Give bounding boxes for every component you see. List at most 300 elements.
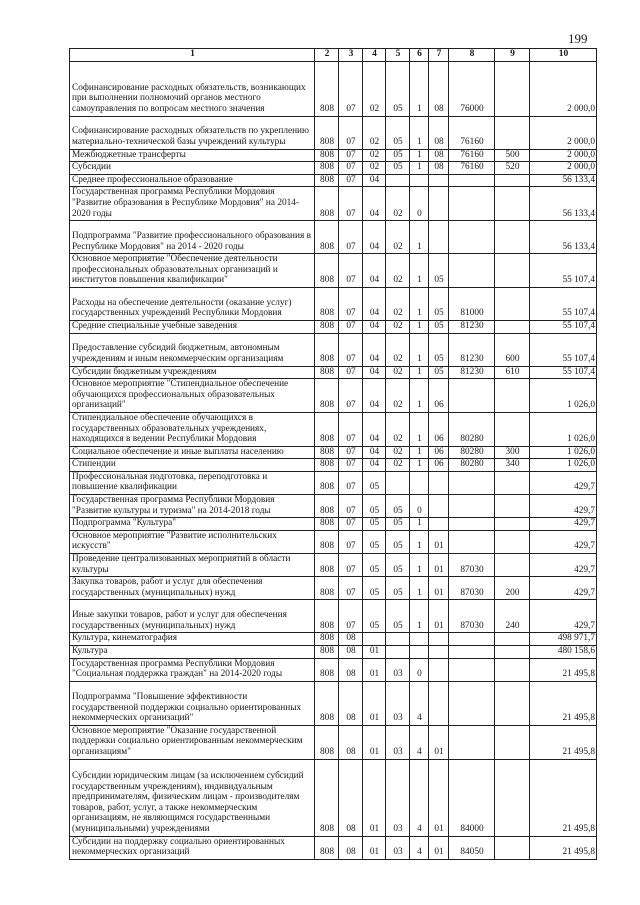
direction-code-cell: 76160 xyxy=(449,116,495,149)
activity-code-cell: 05 xyxy=(429,366,449,379)
amount-cell: 2 000,0 xyxy=(530,162,597,175)
amount-cell: 2 000,0 xyxy=(530,149,597,162)
page-number: 199 xyxy=(568,31,588,46)
expense-type-cell xyxy=(495,681,530,725)
table-row xyxy=(70,320,597,333)
subsection-code-cell: 05 xyxy=(363,471,386,494)
program-code-cell: 02 xyxy=(386,446,410,459)
subprogram-code-cell: 1 xyxy=(410,459,429,472)
table-row xyxy=(70,836,597,859)
subsection-code-cell: 01 xyxy=(363,658,386,681)
activity-code-cell: 05 xyxy=(429,333,449,366)
row-name-cell: Подпрограмма "Повышение эффективности государственной поддержки социально ориентированных некоммерческих организаций" xyxy=(70,681,315,725)
subprogram-code-cell: 4 xyxy=(410,836,429,859)
activity-code-cell xyxy=(429,518,449,531)
table-header-row xyxy=(70,49,597,62)
row-name-cell: Социальное обеспечение и иные выплаты населению xyxy=(70,446,315,459)
chapter-code-cell: 808 xyxy=(315,320,339,333)
table-row xyxy=(70,412,597,446)
expense-type-cell xyxy=(495,725,530,759)
budget-table xyxy=(69,48,597,860)
program-code-cell: 03 xyxy=(386,658,410,681)
expense-type-cell: 340 xyxy=(495,459,530,472)
expense-type-cell xyxy=(495,287,530,320)
direction-code-cell: 81230 xyxy=(449,366,495,379)
subsection-code-cell: 02 xyxy=(363,162,386,175)
program-code-cell: 05 xyxy=(386,518,410,531)
program-code-cell: 03 xyxy=(386,759,410,836)
row-name-cell: Субсидии бюджетным учреждениям xyxy=(70,366,315,379)
expense-type-cell xyxy=(495,759,530,836)
table-row xyxy=(70,646,597,659)
table-row xyxy=(70,187,597,221)
subprogram-code-cell: 1 xyxy=(410,530,429,553)
row-name-cell: Культура, кинематография xyxy=(70,633,315,646)
chapter-code-cell: 808 xyxy=(315,149,339,162)
direction-code-cell xyxy=(449,379,495,413)
row-name-cell: Стипендиальное обеспечение обучающихся в государственных образовательных учреждениях, находящихся в ведении Республики Мордовия xyxy=(70,412,315,446)
chapter-code-cell: 808 xyxy=(315,221,339,254)
activity-code-cell: 08 xyxy=(429,116,449,149)
subsection-code-cell: 04 xyxy=(363,287,386,320)
amount-cell: 55 107,4 xyxy=(530,366,597,379)
program-code-cell: 03 xyxy=(386,681,410,725)
subsection-code-cell: 04 xyxy=(363,174,386,187)
row-name-cell: Основное мероприятие "Развитие исполнительских искусств" xyxy=(70,530,315,553)
section-code-cell: 08 xyxy=(339,646,363,659)
table-row xyxy=(70,61,597,116)
row-name-cell: Расходы на обеспечение деятельности (оказание услуг) государственных учреждений Республики Мордовия xyxy=(70,287,315,320)
chapter-code-cell: 808 xyxy=(315,725,339,759)
expense-type-cell xyxy=(495,633,530,646)
header-cell: 6 xyxy=(410,49,429,62)
subsection-code-cell: 05 xyxy=(363,495,386,518)
activity-code-cell: 01 xyxy=(429,577,449,600)
table-row xyxy=(70,379,597,413)
subprogram-code-cell: 1 xyxy=(410,221,429,254)
amount-cell: 498 971,7 xyxy=(530,633,597,646)
program-code-cell xyxy=(386,646,410,659)
direction-code-cell: 81000 xyxy=(449,287,495,320)
amount-cell: 429,7 xyxy=(530,518,597,531)
row-name-cell: Межбюджетные трансферты xyxy=(70,149,315,162)
direction-code-cell xyxy=(449,530,495,553)
expense-type-cell xyxy=(495,116,530,149)
program-code-cell: 05 xyxy=(386,162,410,175)
subprogram-code-cell: 1 xyxy=(410,116,429,149)
direction-code-cell: 76000 xyxy=(449,61,495,116)
program-code-cell: 02 xyxy=(386,412,410,446)
section-code-cell: 07 xyxy=(339,459,363,472)
table-row xyxy=(70,518,597,531)
program-code-cell: 05 xyxy=(386,495,410,518)
header-cell: 10 xyxy=(530,49,597,62)
section-code-cell: 07 xyxy=(339,61,363,116)
table-row xyxy=(70,530,597,553)
expense-type-cell xyxy=(495,658,530,681)
direction-code-cell xyxy=(449,633,495,646)
direction-code-cell: 81230 xyxy=(449,320,495,333)
chapter-code-cell: 808 xyxy=(315,459,339,472)
chapter-code-cell: 808 xyxy=(315,174,339,187)
chapter-code-cell: 808 xyxy=(315,633,339,646)
expense-type-cell: 520 xyxy=(495,162,530,175)
chapter-code-cell: 808 xyxy=(315,366,339,379)
subprogram-code-cell: 0 xyxy=(410,495,429,518)
expense-type-cell xyxy=(495,836,530,859)
direction-code-cell xyxy=(449,725,495,759)
activity-code-cell: 01 xyxy=(429,554,449,577)
activity-code-cell: 05 xyxy=(429,320,449,333)
activity-code-cell xyxy=(429,658,449,681)
table-row xyxy=(70,725,597,759)
section-code-cell: 07 xyxy=(339,187,363,221)
table-row xyxy=(70,759,597,836)
expense-type-cell xyxy=(495,495,530,518)
expense-type-cell: 300 xyxy=(495,446,530,459)
program-code-cell: 02 xyxy=(386,287,410,320)
program-code-cell: 05 xyxy=(386,554,410,577)
row-name-cell: Профессиональная подготовка, переподготовка и повышение квалификации xyxy=(70,471,315,494)
row-name-cell: Основное мероприятие "Оказание государственной поддержки социально ориентированным некоммерческим организациям" xyxy=(70,725,315,759)
subsection-code-cell: 05 xyxy=(363,554,386,577)
amount-cell: 56 133,4 xyxy=(530,174,597,187)
subprogram-code-cell: 1 xyxy=(410,333,429,366)
expense-type-cell xyxy=(495,412,530,446)
row-name-cell: Государственная программа Республики Мордовия "Развитие образования в Республике Мордовия" на 2014-2020 годы xyxy=(70,187,315,221)
row-name-cell: Среднее профессиональное образование xyxy=(70,174,315,187)
subsection-code-cell xyxy=(363,633,386,646)
expense-type-cell xyxy=(495,254,530,288)
row-name-cell: Предоставление субсидий бюджетным, автономным учреждениям и иным некоммерческим организациям xyxy=(70,333,315,366)
row-name-cell: Иные закупки товаров, работ и услуг для обеспечения государственных (муниципальных) нужд xyxy=(70,600,315,633)
amount-cell: 429,7 xyxy=(530,530,597,553)
row-name-cell: Софинансирование расходных обязательств по укреплению материально-технической базы учреждений культуры xyxy=(70,116,315,149)
subsection-code-cell: 01 xyxy=(363,836,386,859)
subsection-code-cell: 04 xyxy=(363,187,386,221)
activity-code-cell xyxy=(429,681,449,725)
program-code-cell: 05 xyxy=(386,600,410,633)
row-name-cell: Субсидии xyxy=(70,162,315,175)
amount-cell: 55 107,4 xyxy=(530,287,597,320)
amount-cell: 429,7 xyxy=(530,495,597,518)
amount-cell: 56 133,4 xyxy=(530,187,597,221)
section-code-cell: 07 xyxy=(339,221,363,254)
expense-type-cell xyxy=(495,187,530,221)
activity-code-cell: 05 xyxy=(429,287,449,320)
row-name-cell: Подпрограмма "Культура" xyxy=(70,518,315,531)
amount-cell: 55 107,4 xyxy=(530,320,597,333)
table-row xyxy=(70,633,597,646)
program-code-cell: 02 xyxy=(386,379,410,413)
activity-code-cell: 01 xyxy=(429,759,449,836)
program-code-cell xyxy=(386,471,410,494)
subsection-code-cell: 04 xyxy=(363,320,386,333)
subsection-code-cell: 01 xyxy=(363,681,386,725)
subprogram-code-cell: 1 xyxy=(410,61,429,116)
row-name-cell: Проведение централизованных мероприятий в области культуры xyxy=(70,554,315,577)
subprogram-code-cell: 4 xyxy=(410,681,429,725)
direction-code-cell xyxy=(449,681,495,725)
chapter-code-cell: 808 xyxy=(315,759,339,836)
subsection-code-cell: 04 xyxy=(363,412,386,446)
activity-code-cell xyxy=(429,187,449,221)
chapter-code-cell: 808 xyxy=(315,600,339,633)
activity-code-cell: 01 xyxy=(429,836,449,859)
subprogram-code-cell xyxy=(410,646,429,659)
chapter-code-cell: 808 xyxy=(315,658,339,681)
program-code-cell: 02 xyxy=(386,459,410,472)
direction-code-cell: 76160 xyxy=(449,162,495,175)
table-row xyxy=(70,174,597,187)
section-code-cell: 07 xyxy=(339,518,363,531)
table-row xyxy=(70,681,597,725)
table-row xyxy=(70,471,597,494)
subprogram-code-cell xyxy=(410,633,429,646)
subprogram-code-cell: 0 xyxy=(410,187,429,221)
section-code-cell: 08 xyxy=(339,836,363,859)
expense-type-cell xyxy=(495,530,530,553)
section-code-cell: 07 xyxy=(339,162,363,175)
table-row xyxy=(70,221,597,254)
subprogram-code-cell xyxy=(410,174,429,187)
amount-cell: 480 158,6 xyxy=(530,646,597,659)
section-code-cell: 07 xyxy=(339,554,363,577)
subsection-code-cell: 01 xyxy=(363,725,386,759)
direction-code-cell xyxy=(449,254,495,288)
row-name-cell: Государственная программа Республики Мордовия "Развитие культуры и туризма" на 2014-2018 годы xyxy=(70,495,315,518)
table-row xyxy=(70,577,597,600)
chapter-code-cell: 808 xyxy=(315,495,339,518)
amount-cell: 429,7 xyxy=(530,600,597,633)
subprogram-code-cell: 4 xyxy=(410,759,429,836)
subsection-code-cell: 02 xyxy=(363,61,386,116)
expense-type-cell xyxy=(495,646,530,659)
direction-code-cell xyxy=(449,221,495,254)
chapter-code-cell: 808 xyxy=(315,61,339,116)
table-row xyxy=(70,162,597,175)
expense-type-cell: 500 xyxy=(495,149,530,162)
direction-code-cell xyxy=(449,658,495,681)
program-code-cell xyxy=(386,174,410,187)
subsection-code-cell: 01 xyxy=(363,646,386,659)
section-code-cell: 07 xyxy=(339,174,363,187)
chapter-code-cell: 808 xyxy=(315,446,339,459)
section-code-cell: 07 xyxy=(339,530,363,553)
program-code-cell: 03 xyxy=(386,836,410,859)
subprogram-code-cell: 1 xyxy=(410,287,429,320)
subprogram-code-cell: 1 xyxy=(410,518,429,531)
activity-code-cell: 08 xyxy=(429,149,449,162)
section-code-cell: 07 xyxy=(339,366,363,379)
chapter-code-cell: 808 xyxy=(315,412,339,446)
subprogram-code-cell: 1 xyxy=(410,412,429,446)
activity-code-cell: 06 xyxy=(429,446,449,459)
activity-code-cell: 06 xyxy=(429,379,449,413)
program-code-cell: 05 xyxy=(386,577,410,600)
header-cell: 7 xyxy=(429,49,449,62)
expense-type-cell xyxy=(495,518,530,531)
amount-cell: 21 495,8 xyxy=(530,681,597,725)
chapter-code-cell: 808 xyxy=(315,518,339,531)
table-row xyxy=(70,287,597,320)
program-code-cell: 05 xyxy=(386,116,410,149)
header-cell: 5 xyxy=(386,49,410,62)
section-code-cell: 08 xyxy=(339,633,363,646)
direction-code-cell: 87030 xyxy=(449,600,495,633)
subprogram-code-cell: 0 xyxy=(410,658,429,681)
subsection-code-cell: 05 xyxy=(363,530,386,553)
row-name-cell: Софинансирование расходных обязательств, возникающих при выполнении полномочий органов местного самоуправления по вопросам местного значения xyxy=(70,61,315,116)
subprogram-code-cell: 1 xyxy=(410,366,429,379)
program-code-cell: 05 xyxy=(386,149,410,162)
table-row xyxy=(70,116,597,149)
subprogram-code-cell: 1 xyxy=(410,254,429,288)
row-name-cell: Культура xyxy=(70,646,315,659)
activity-code-cell: 01 xyxy=(429,530,449,553)
chapter-code-cell: 808 xyxy=(315,530,339,553)
activity-code-cell: 06 xyxy=(429,459,449,472)
program-code-cell: 02 xyxy=(386,221,410,254)
activity-code-cell: 05 xyxy=(429,254,449,288)
program-code-cell: 02 xyxy=(386,187,410,221)
subprogram-code-cell: 1 xyxy=(410,149,429,162)
program-code-cell: 02 xyxy=(386,333,410,366)
chapter-code-cell: 808 xyxy=(315,162,339,175)
expense-type-cell xyxy=(495,471,530,494)
direction-code-cell xyxy=(449,187,495,221)
program-code-cell: 02 xyxy=(386,366,410,379)
section-code-cell: 07 xyxy=(339,116,363,149)
section-code-cell: 08 xyxy=(339,681,363,725)
subprogram-code-cell: 1 xyxy=(410,162,429,175)
section-code-cell: 07 xyxy=(339,333,363,366)
header-cell: 1 xyxy=(70,49,315,62)
activity-code-cell xyxy=(429,471,449,494)
direction-code-cell: 84050 xyxy=(449,836,495,859)
amount-cell: 2 000,0 xyxy=(530,61,597,116)
direction-code-cell: 84000 xyxy=(449,759,495,836)
section-code-cell: 07 xyxy=(339,149,363,162)
table-row xyxy=(70,554,597,577)
section-code-cell: 08 xyxy=(339,658,363,681)
amount-cell: 55 107,4 xyxy=(530,254,597,288)
section-code-cell: 07 xyxy=(339,446,363,459)
subsection-code-cell: 01 xyxy=(363,759,386,836)
table-row xyxy=(70,366,597,379)
row-name-cell: Основное мероприятие "Обеспечение деятельности профессиональных образовательных организаций и институтов повышения квалификации" xyxy=(70,254,315,288)
header-cell: 9 xyxy=(495,49,530,62)
amount-cell: 429,7 xyxy=(530,471,597,494)
expense-type-cell xyxy=(495,221,530,254)
expense-type-cell: 240 xyxy=(495,600,530,633)
chapter-code-cell: 808 xyxy=(315,554,339,577)
amount-cell: 1 026,0 xyxy=(530,446,597,459)
amount-cell: 56 133,4 xyxy=(530,221,597,254)
table-row xyxy=(70,149,597,162)
chapter-code-cell: 808 xyxy=(315,333,339,366)
amount-cell: 21 495,8 xyxy=(530,836,597,859)
row-name-cell: Субсидии на поддержку социально ориентированных некоммерческих организаций xyxy=(70,836,315,859)
direction-code-cell: 80280 xyxy=(449,412,495,446)
subsection-code-cell: 05 xyxy=(363,518,386,531)
row-name-cell: Подпрограмма "Развитие профессионального образования в Республике Мордовия" на 2014 - 2020 годы xyxy=(70,221,315,254)
section-code-cell: 07 xyxy=(339,287,363,320)
chapter-code-cell: 808 xyxy=(315,577,339,600)
subprogram-code-cell: 1 xyxy=(410,577,429,600)
direction-code-cell xyxy=(449,495,495,518)
amount-cell: 2 000,0 xyxy=(530,116,597,149)
amount-cell: 429,7 xyxy=(530,577,597,600)
table-row xyxy=(70,658,597,681)
section-code-cell: 07 xyxy=(339,379,363,413)
activity-code-cell xyxy=(429,633,449,646)
chapter-code-cell: 808 xyxy=(315,836,339,859)
row-name-cell: Закупка товаров, работ и услуг для обеспечения государственных (муниципальных) нужд xyxy=(70,577,315,600)
direction-code-cell: 76160 xyxy=(449,149,495,162)
chapter-code-cell: 808 xyxy=(315,681,339,725)
chapter-code-cell: 808 xyxy=(315,646,339,659)
section-code-cell: 07 xyxy=(339,412,363,446)
section-code-cell: 08 xyxy=(339,725,363,759)
header-cell: 3 xyxy=(339,49,363,62)
subsection-code-cell: 04 xyxy=(363,446,386,459)
subprogram-code-cell: 4 xyxy=(410,725,429,759)
section-code-cell: 07 xyxy=(339,254,363,288)
activity-code-cell: 01 xyxy=(429,725,449,759)
direction-code-cell xyxy=(449,518,495,531)
subsection-code-cell: 04 xyxy=(363,221,386,254)
header-cell: 4 xyxy=(363,49,386,62)
table-row xyxy=(70,446,597,459)
amount-cell: 1 026,0 xyxy=(530,412,597,446)
table-row xyxy=(70,254,597,288)
expense-type-cell xyxy=(495,379,530,413)
activity-code-cell xyxy=(429,495,449,518)
expense-type-cell xyxy=(495,554,530,577)
subprogram-code-cell: 1 xyxy=(410,446,429,459)
amount-cell: 55 107,4 xyxy=(530,333,597,366)
chapter-code-cell: 808 xyxy=(315,116,339,149)
subsection-code-cell: 02 xyxy=(363,149,386,162)
section-code-cell: 07 xyxy=(339,600,363,633)
table-row xyxy=(70,459,597,472)
subsection-code-cell: 02 xyxy=(363,116,386,149)
chapter-code-cell: 808 xyxy=(315,254,339,288)
direction-code-cell: 81230 xyxy=(449,333,495,366)
activity-code-cell xyxy=(429,646,449,659)
activity-code-cell: 08 xyxy=(429,162,449,175)
activity-code-cell xyxy=(429,221,449,254)
row-name-cell: Основное мероприятие "Стипендиальное обеспечение обучающихся профессиональных образовательных организаций" xyxy=(70,379,315,413)
activity-code-cell: 08 xyxy=(429,61,449,116)
subsection-code-cell: 04 xyxy=(363,379,386,413)
row-name-cell: Средние специальные учебные заведения xyxy=(70,320,315,333)
row-name-cell: Субсидии юридическим лицам (за исключением субсидий государственным учреждениям), индивидуальным предпринимателям, физическим лицам - производителям товаров, работ, услуг, а также некоммерческим организациям, не являющимся государственными (муниципальными) учреждениями xyxy=(70,759,315,836)
subsection-code-cell: 05 xyxy=(363,577,386,600)
direction-code-cell xyxy=(449,174,495,187)
activity-code-cell: 01 xyxy=(429,600,449,633)
section-code-cell: 07 xyxy=(339,471,363,494)
row-name-cell: Государственная программа Республики Мордовия "Социальная поддержка граждан" на 2014-2020 годы xyxy=(70,658,315,681)
section-code-cell: 07 xyxy=(339,577,363,600)
section-code-cell: 07 xyxy=(339,495,363,518)
table-row xyxy=(70,333,597,366)
expense-type-cell xyxy=(495,61,530,116)
program-code-cell: 03 xyxy=(386,725,410,759)
subprogram-code-cell: 1 xyxy=(410,600,429,633)
direction-code-cell: 80280 xyxy=(449,446,495,459)
